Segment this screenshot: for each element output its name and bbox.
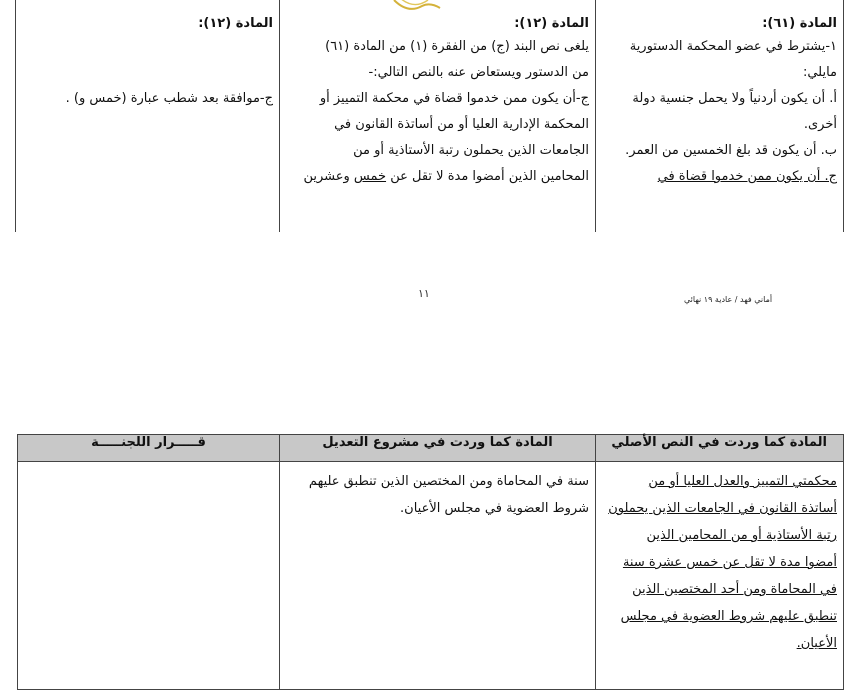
- text-line: رتبة الأستاذية أو من المحامين الذين: [646, 528, 837, 543]
- text-line: أمضوا مدة لا تقل عن خمس عشرة سنة: [622, 555, 837, 570]
- original-text-cell: [596, 0, 844, 232]
- original-text-cell: [596, 462, 844, 690]
- header-committee-decision: قـــــرار اللجنـــــة: [18, 435, 280, 462]
- text-line: من الدستور ويستعاض عنه بالنص التالي:-: [368, 65, 589, 80]
- article-heading: المادة (٦١):: [762, 16, 837, 31]
- text-line: [288, 164, 589, 190]
- header-amendment-text: المادة كما وردت في مشروع التعديل: [280, 435, 596, 462]
- committee-decision-cell: [18, 462, 280, 690]
- committee-decision-text: ج-موافقة بعد شطب عبارة (خمس و) .: [65, 91, 273, 106]
- text-line: الأعيان.: [796, 636, 837, 651]
- text-line: الجامعات الذين يحملون رتبة الأستاذية أو من: [353, 143, 589, 158]
- text-segment: المحامين الذين أمضوا مدة لا تقل عن: [390, 169, 589, 184]
- article-heading: المادة (١٢):: [514, 16, 589, 31]
- text-line: المحكمة الإدارية العليا أو من أساتذة القانون في: [334, 117, 589, 132]
- underlined-word: خمس: [353, 169, 387, 184]
- text-line: شروط العضوية في مجلس الأعيان.: [400, 501, 589, 516]
- text-line: محكمتي التمييز والعدل العليا أو من: [648, 474, 837, 489]
- text-line: أخرى.: [803, 117, 837, 132]
- text-line: تنطبق عليهم شروط العضوية في مجلس: [620, 609, 837, 624]
- text-line: يلغى نص البند (ج) من الفقرة (١) من المادة (٦١): [325, 39, 589, 54]
- table-header-row: [18, 435, 844, 462]
- bottom-comparison-table: [17, 434, 844, 690]
- text-line: في المحاماة ومن أحد المختصين الذين: [632, 582, 837, 597]
- header-original-text: المادة كما وردت في النص الأصلي: [596, 435, 844, 462]
- amendment-text-cell: [280, 0, 596, 232]
- text-line: أ. أن يكون أردنياً ولا يحمل جنسية دولة: [632, 91, 837, 106]
- text-line: ج. أن يكون ممن خدموا قضاة في: [657, 169, 837, 184]
- article-heading: المادة (١٢):: [198, 16, 273, 31]
- page-number: ١١: [418, 287, 430, 300]
- text-line: ج-أن يكون ممن خدموا قضاة في محكمة التمييز أو: [319, 91, 589, 106]
- typist-note: أماني فهد / عادية ١٩ نهائي: [684, 295, 773, 304]
- text-line: سنة في المحاماة ومن المختصين الذين تنطبق عليهم: [308, 474, 589, 489]
- text-line: ١-يشترط في عضو المحكمة الدستورية: [629, 39, 837, 54]
- text-line: مايلي:: [802, 65, 837, 80]
- amendment-text-cell: [280, 462, 596, 690]
- top-comparison-table: [15, 0, 844, 232]
- text-line: ب. أن يكون قد بلغ الخمسين من العمر.: [625, 143, 837, 158]
- table-row: [18, 462, 844, 690]
- committee-decision-cell: [16, 0, 280, 232]
- text-line: أساتذة القانون في الجامعات الذين يحملون: [608, 501, 837, 516]
- text-segment: وعشرين: [303, 169, 350, 184]
